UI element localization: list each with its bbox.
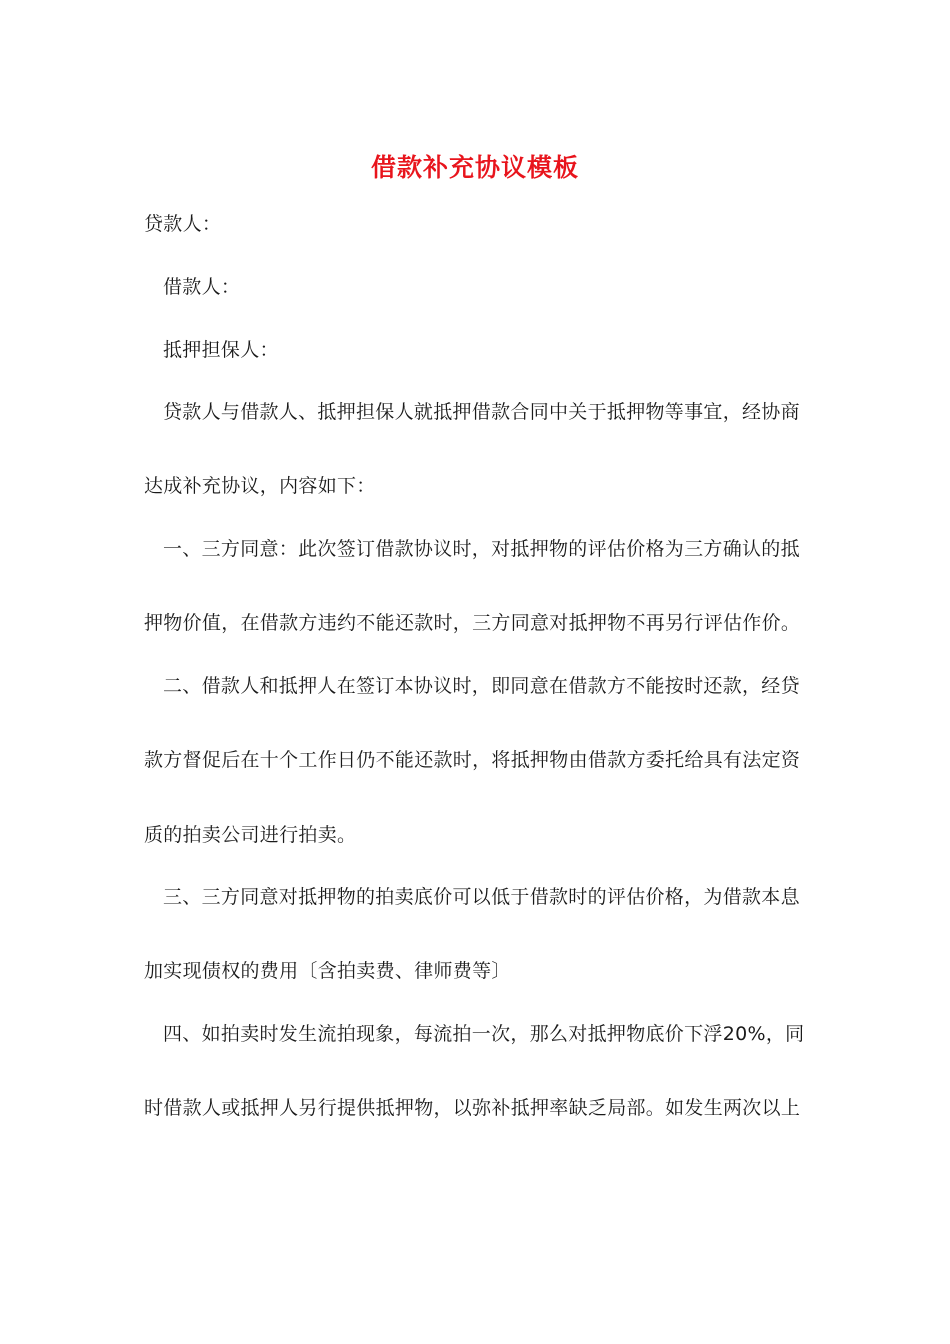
- clause-3-line-1: 三、三方同意对抵押物的拍卖底价可以低于借款时的评估价格，为借款本息: [163, 886, 800, 908]
- lender-field: 贷款人：: [144, 213, 222, 235]
- clause-4-line-2: 时借款人或抵押人另行提供抵押物，以弥补抵押率缺乏局部。如发生两次以上: [144, 1097, 801, 1119]
- borrower-field: 借款人：: [163, 276, 241, 298]
- intro-paragraph-line-2: 达成补充协议，内容如下：: [144, 475, 376, 497]
- document-title: 借款补充协议模板: [370, 153, 579, 182]
- clause-4-line-1: 四、如拍卖时发生流拍现象，每流拍一次，那么对抵押物底价下浮20%，同: [163, 1023, 805, 1045]
- intro-paragraph-line-1: 贷款人与借款人、抵押担保人就抵押借款合同中关于抵押物等事宜，经协商: [163, 401, 800, 423]
- clause-2-line-3: 质的拍卖公司进行拍卖。: [144, 824, 357, 846]
- guarantor-field: 抵押担保人：: [163, 339, 279, 361]
- clause-3-line-2: 加实现债权的费用〔含拍卖费、律师费等〕: [144, 960, 511, 982]
- clause-2-line-2: 款方督促后在十个工作日仍不能还款时，将抵押物由借款方委托给具有法定资: [144, 749, 801, 771]
- clause-1-line-1: 一、三方同意：此次签订借款协议时，对抵押物的评估价格为三方确认的抵: [163, 538, 800, 560]
- clause-1-line-2: 押物价值，在借款方违约不能还款时，三方同意对抵押物不再另行评估作价。: [144, 612, 801, 634]
- clause-2-line-1: 二、借款人和抵押人在签订本协议时，即同意在借款方不能按时还款，经贷: [163, 675, 800, 697]
